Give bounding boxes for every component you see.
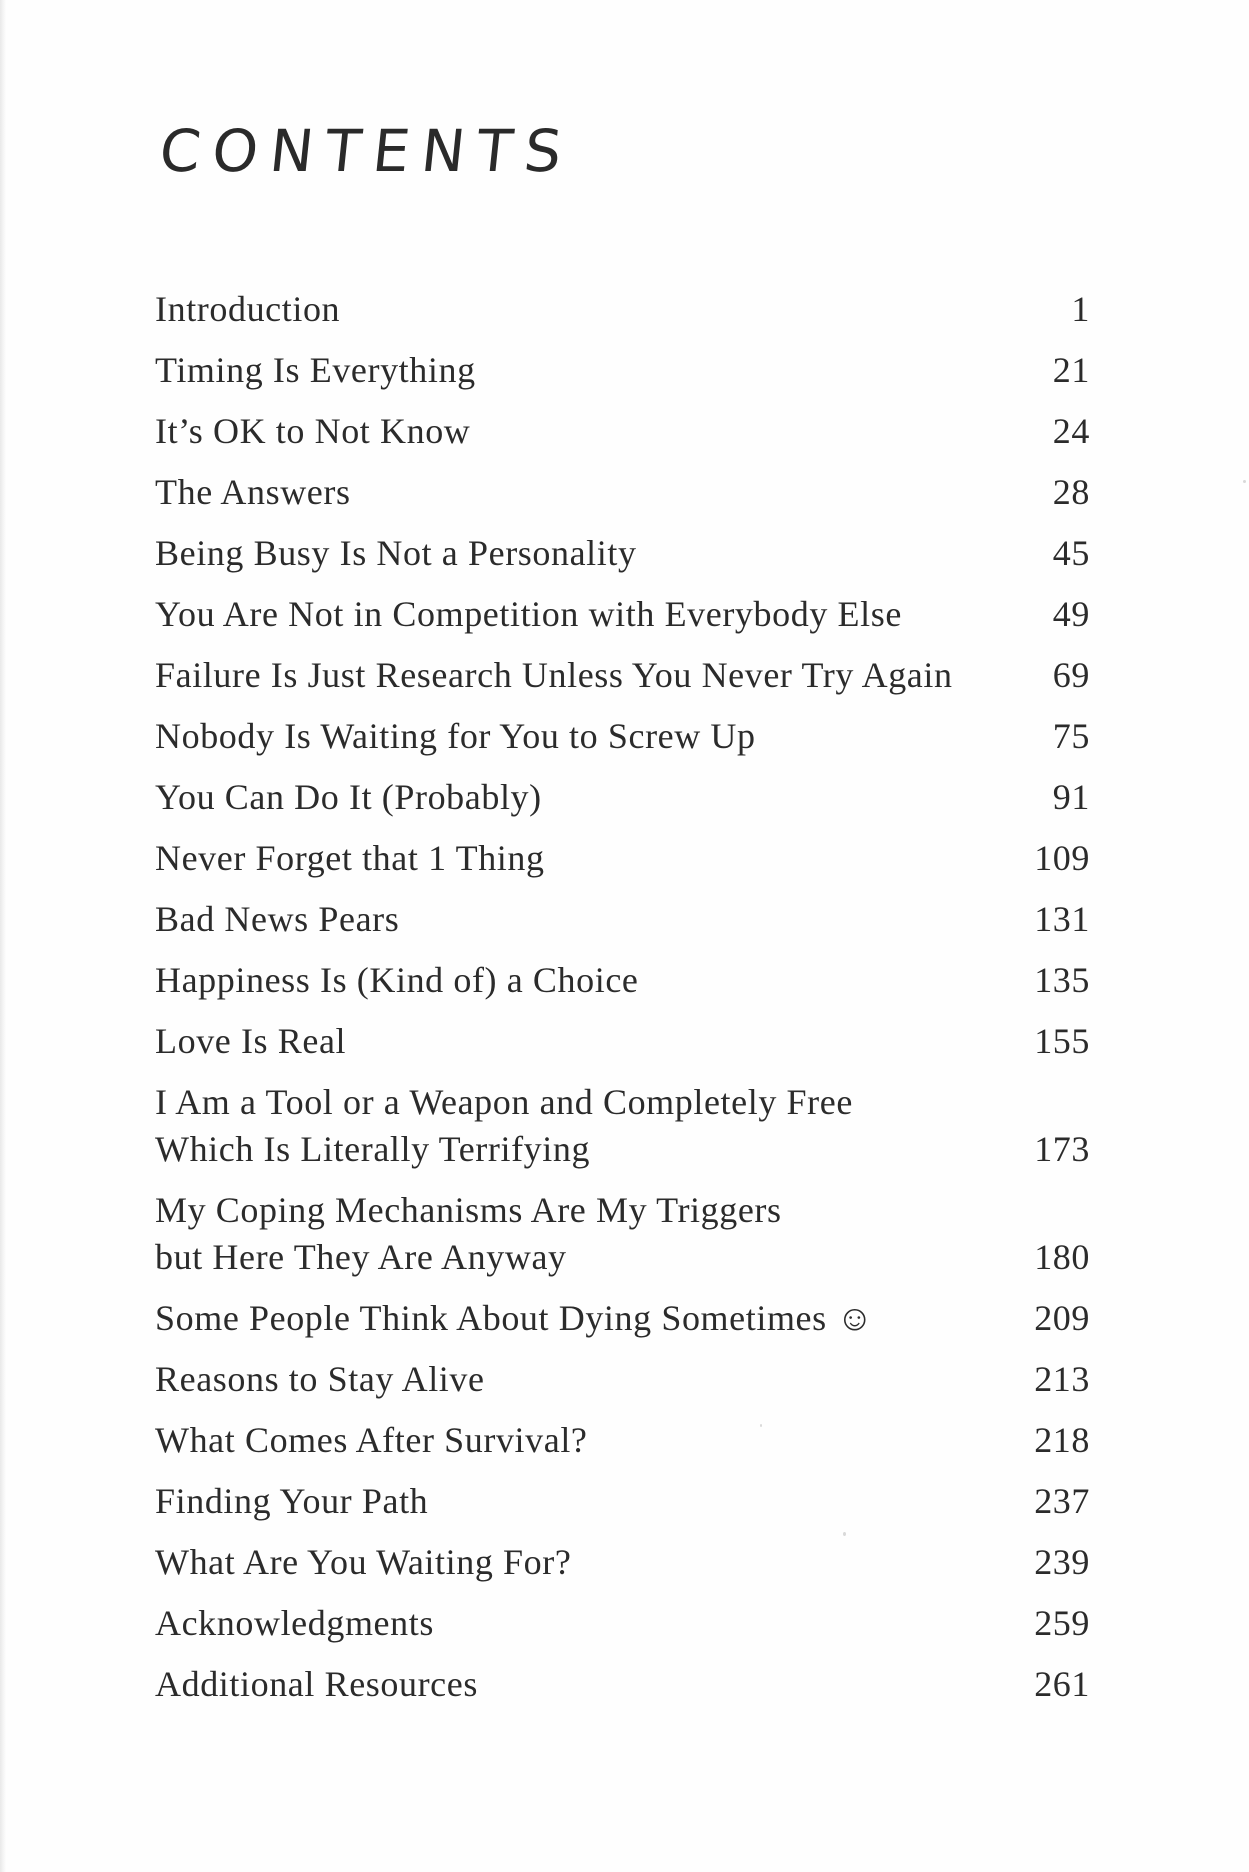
- toc-entry: [155, 1356, 1090, 1403]
- toc-entry-page-number: 173: [1034, 1129, 1090, 1169]
- toc-entry: [155, 957, 1090, 1004]
- toc-entry-title: Happiness Is (Kind of) a Choice: [155, 960, 639, 1000]
- toc-entry: [155, 1478, 1090, 1525]
- toc-entry-title: Nobody Is Waiting for You to Screw Up: [155, 716, 756, 756]
- toc-entry-title: Being Busy Is Not a Personality: [155, 533, 637, 573]
- toc-entry-title: You Are Not in Competition with Everybody Else: [155, 594, 902, 634]
- toc-entry-title: Additional Resources: [155, 1664, 478, 1704]
- toc-entry: [155, 1187, 1090, 1281]
- toc-entry-page-number: 218: [1034, 1420, 1090, 1460]
- toc-entry: [155, 408, 1090, 455]
- page-edge-shadow: [0, 0, 6, 1872]
- toc-entry-page-number: 109: [1034, 838, 1090, 878]
- toc-entry-title: You Can Do It (Probably): [155, 777, 542, 817]
- toc-entry: [155, 1417, 1090, 1464]
- toc-entry-title: Acknowledgments: [155, 1603, 434, 1643]
- toc-entry: [155, 835, 1090, 882]
- toc-entry-page-number: 28: [1052, 472, 1090, 512]
- toc-entry-page-number: 180: [1034, 1237, 1090, 1277]
- toc-entry: [155, 652, 1090, 699]
- toc-entry: [155, 713, 1090, 760]
- toc-entry-page-number: 49: [1052, 594, 1090, 634]
- toc-entry-title: It’s OK to Not Know: [155, 411, 471, 451]
- toc-entry-title: The Answers: [155, 472, 351, 512]
- toc-entry-page-number: 91: [1052, 777, 1090, 817]
- toc-entry-page-number: 239: [1034, 1542, 1090, 1582]
- toc-entry-title: I Am a Tool or a Weapon and Completely Free Which Is Literally Terrifying: [155, 1082, 853, 1169]
- toc-entry-title: What Comes After Survival?: [155, 1420, 588, 1460]
- toc-entry-title: What Are You Waiting For?: [155, 1542, 572, 1582]
- toc-entry-page-number: 135: [1034, 960, 1090, 1000]
- toc-entry-page-number: 213: [1034, 1359, 1090, 1399]
- toc-entry: [155, 1661, 1090, 1708]
- toc-entry: [155, 1539, 1090, 1586]
- toc-entry-page-number: 1: [1071, 289, 1090, 329]
- toc-entry: [155, 1018, 1090, 1065]
- toc-entry: [155, 347, 1090, 394]
- toc-entry: [155, 1600, 1090, 1647]
- paper-speck: [760, 1424, 762, 1427]
- toc-entry-page-number: 69: [1052, 655, 1090, 695]
- toc-entry: [155, 286, 1090, 333]
- toc-entry-title: Some People Think About Dying Sometimes ☺: [155, 1298, 874, 1338]
- toc-entry: [155, 1295, 1090, 1342]
- toc-entry: [155, 1079, 1090, 1173]
- toc-entry-title: Never Forget that 1 Thing: [155, 838, 545, 878]
- toc-entry: [155, 469, 1090, 516]
- toc-entry: [155, 591, 1090, 638]
- toc-entry-page-number: 21: [1052, 350, 1090, 390]
- toc-entry-page-number: 237: [1034, 1481, 1090, 1521]
- toc-entry: [155, 774, 1090, 821]
- toc-entry-page-number: 259: [1034, 1603, 1090, 1643]
- toc-entry-page-number: 131: [1034, 899, 1090, 939]
- toc-entry: [155, 896, 1090, 943]
- toc-entry-page-number: 209: [1034, 1298, 1090, 1338]
- toc-entry-title: Bad News Pears: [155, 899, 400, 939]
- toc-entry-page-number: 261: [1034, 1664, 1090, 1704]
- toc-entry: [155, 530, 1090, 577]
- toc-entry-title: Timing Is Everything: [155, 350, 476, 390]
- toc-entry-title: Failure Is Just Research Unless You Never Try Again: [155, 655, 953, 695]
- toc-entry-page-number: 155: [1034, 1021, 1090, 1061]
- toc-entry-page-number: 75: [1052, 716, 1090, 756]
- toc-entry-page-number: 24: [1052, 411, 1090, 451]
- toc-entry-title: Love Is Real: [155, 1021, 347, 1061]
- paper-speck: [843, 1532, 846, 1536]
- table-of-contents: [155, 286, 1090, 1722]
- paper-speck: [1243, 480, 1246, 483]
- toc-entry-title: Finding Your Path: [155, 1481, 429, 1521]
- toc-entry-title: My Coping Mechanisms Are My Triggers but Here They Are Anyway: [155, 1190, 782, 1277]
- toc-entry-title: Introduction: [155, 289, 341, 329]
- contents-heading: CONTENTS: [156, 117, 577, 185]
- toc-entry-title: Reasons to Stay Alive: [155, 1359, 485, 1399]
- toc-entry-page-number: 45: [1052, 533, 1090, 573]
